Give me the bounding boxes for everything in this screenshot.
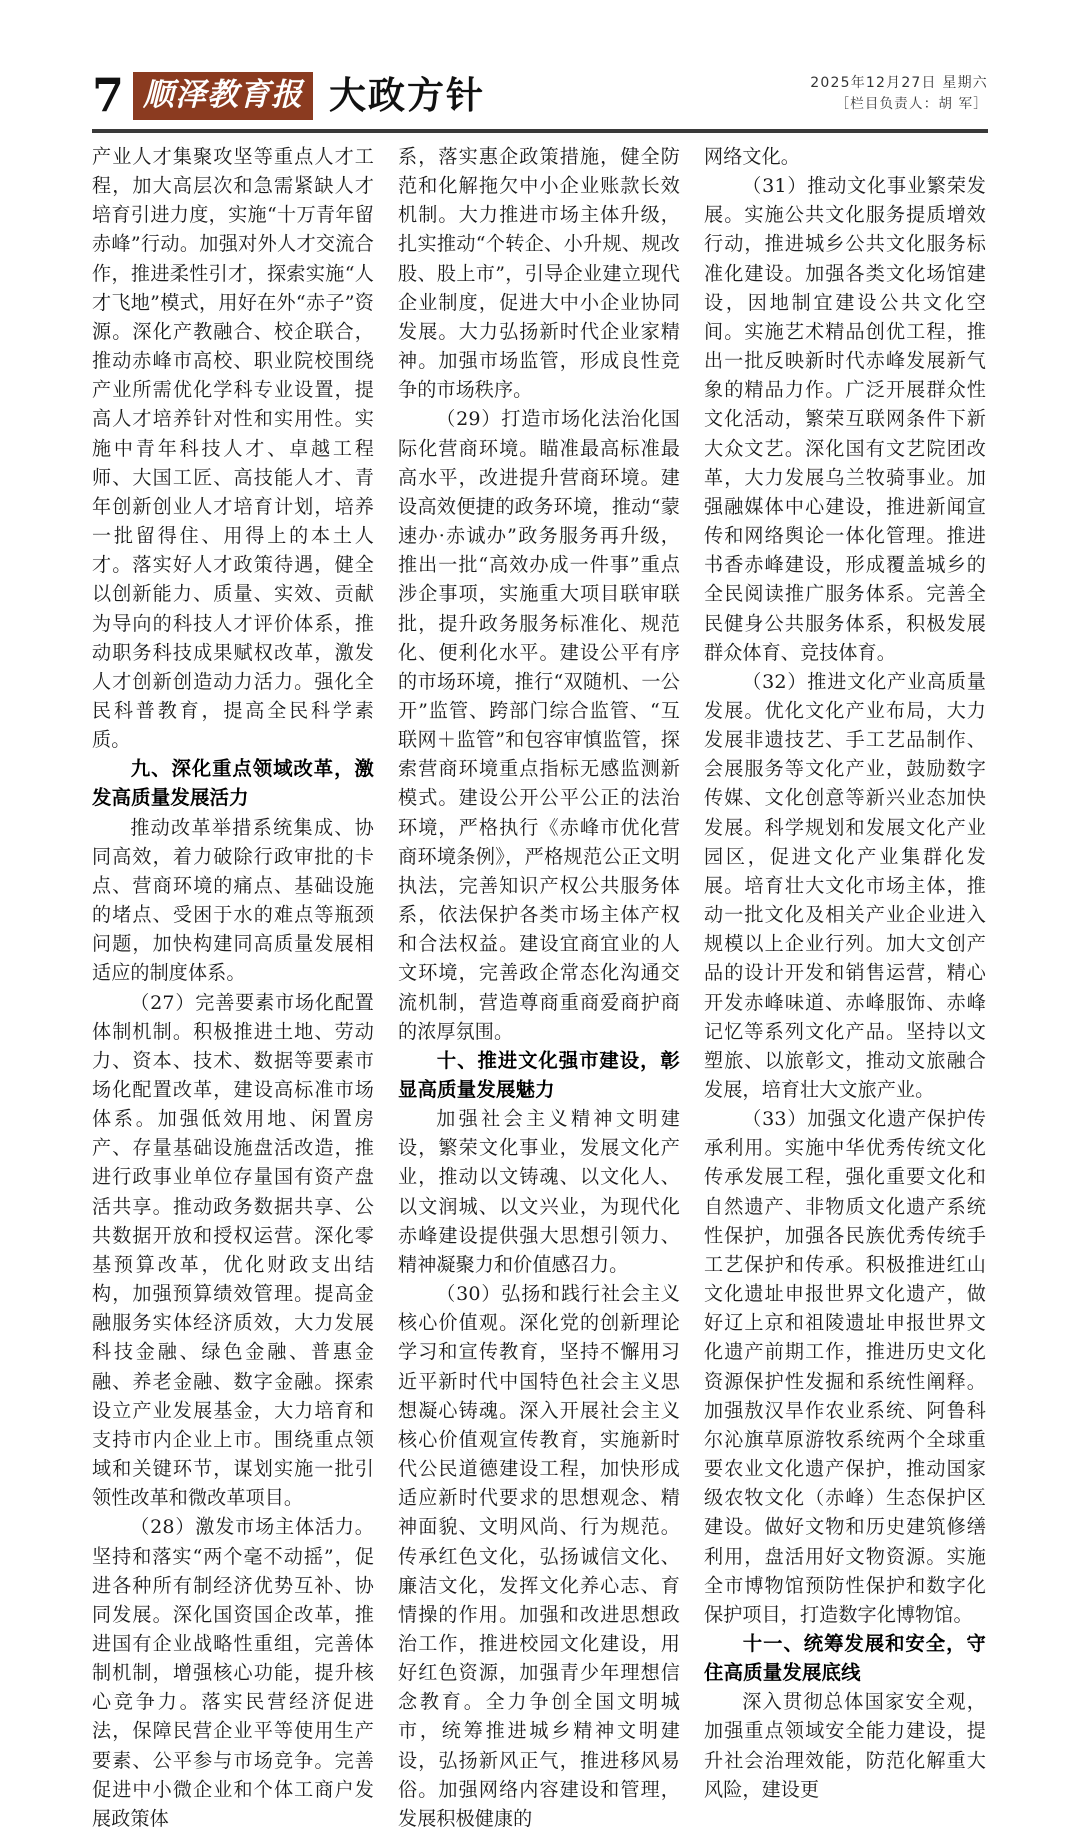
body-paragraph: 推动改革举措系统集成、协同高效，着力破除行政审批的卡点、营商环境的痛点、基础设施的堵点、受困于水的难点等瓶颈问题，加快构建同高质量发展相适应的制度体系。	[92, 815, 374, 985]
masthead	[92, 58, 988, 120]
body-paragraph: 网络文化。	[704, 145, 800, 168]
page-number: 7	[92, 68, 124, 122]
body-paragraph: （27）完善要素市场化配置体制机制。积极推进土地、劳动力、资本、技术、数据等要素市场化配置改革，建设高标准市场体系。加强低效用地、闲置房产、存量基础设施盘活改造，推进行政事业单位存量国有资产盘活共享。推动政务数据共享、公共数据开放和授权运营。深化零基预算改革，优化财政支出结构，加强预算绩效管理。提高金融服务实体经济质效，大力发展科技金融、绿色金融、普惠金融、养老金融、数字金融。探索设立产业发展基金，大力培育和支持市内企业上市。围绕重点领域和关键环节，谋划实施一批引领性改革和微改革项目。	[92, 990, 374, 1510]
section-heading: 九、深化重点领域改革，激发高质量发展活力	[92, 757, 374, 810]
body-paragraph: 加强社会主义精神文明建设，繁荣文化事业，发展文化产业，推动以文铸魂、以文化人、以文润城、以文兴业，为现代化赤峰建设提供强大思想引领力、精神凝聚力和价值感召力。	[398, 1107, 680, 1276]
body-paragraph: 深入贯彻总体国家安全观，加强重点领域安全能力建设，提升社会治理效能，防范化解重大风险，建设更	[704, 1690, 986, 1801]
paper-name-plate: 顺泽教育报	[133, 72, 313, 120]
body-paragraph: 产业人才集聚攻坚等重点人才工程，加大高层次和急需紧缺人才培育引进力度，实施“十万青年留赤峰”行动。加强对外人才交流合作，推进柔性引才，探索实施“人才飞地”模式，用好在外“赤子”资源。深化产教融合、校企联合，推动赤峰市高校、职业院校围绕产业所需优化学科专业设置，提高人才培养针对性和实用性。实施中青年科技人才、卓越工程师、大国工匠、高技能人才、青年创新创业人才培育计划，培养一批留得住、用得上的本土人才。落实好人才政策待遇，健全以创新能力、质量、实效、贡献为导向的科技人才评价体系，推动职务科技成果赋权改革，激发人才创新创造动力活力。强化全民科普教育，提高全民科学素质。	[92, 145, 374, 752]
section-title: 大政方针	[329, 73, 486, 117]
masthead-right	[810, 73, 988, 120]
header-divider	[92, 129, 988, 133]
body-paragraph: （32）推进文化产业高质量发展。优化文化产业布局，大力发展非遗技艺、手工艺品制作、会展服务等文化产业，鼓励数字传媒、文化创意等新兴业态加快发展。科学规划和发展文化产业园区，促进文化产业集群化发展。培育壮大文化市场主体，推动一批文化及相关产业企业进入规模以上企业行列。加大文创产品的设计开发和销售运营，精心开发赤峰味道、赤峰服饰、赤峰记忆等系列文化产品。坚持以文塑旅、以旅彰文，推动文旅融合发展，培育壮大文旅产业。	[704, 669, 986, 1101]
masthead-left	[92, 68, 486, 122]
body-paragraph: （33）加强文化遗产保护传承利用。实施中华优秀传统文化传承发展工程，强化重要文化和自然遗产、非物质文化遗产系统性保护，加强各民族优秀传统手工艺保护和传承。积极推进红山文化遗址申报世界文化遗产，做好辽上京和祖陵遗址申报世界文化遗产前期工作，推进历史文化资源保护性发掘和系统性阐释。加强敖汉旱作农业系统、阿鲁科尔沁旗草原游牧系统两个全球重要农业文化遗产保护，推动国家级农牧文化（赤峰）生态保护区建设。做好文物和历史建筑修缮利用，盘活用好文物资源。实施全市博物馆预防性保护和数字化保护项目，打造数字化博物馆。	[704, 1107, 986, 1626]
body-paragraph: （28）激发市场主体活力。坚持和落实“两个毫不动摇”，促进各种所有制经济优势互补、协同发展。深化国资国企改革，推进国有企业战略性重组，完善体制机制，增强核心功能，提升核心竞争力。落实民营经济促进法，保障民营企业平等使用生产要素、公平参与市场竞争。完善促进中小微企业和个体工商户发展政策体	[92, 1515, 374, 1830]
body-paragraph: （31）推动文化事业繁荣发展。实施公共文化服务提质增效行动，推进城乡公共文化服务标准化建设。加强各类文化场馆建设，因地制宜建设公共文化空间。实施艺术精品创优工程，推出一批反映新时代赤峰发展新气象的精品力作。广泛开展群众性文化活动，繁荣互联网条件下新大众文艺。深化国有文艺院团改革，大力发展乌兰牧骑事业。加强融媒体中心建设，推进新闻宣传和网络舆论一体化管理。推进书香赤峰建设，形成覆盖城乡的全民阅读推广服务体系。完善全民健身公共服务体系，积极发展群众体育、竞技体育。	[704, 174, 986, 664]
body-paragraph: 系，落实惠企政策措施，健全防范和化解拖欠中小企业账款长效机制。大力推进市场主体升级，扎实推动“个转企、小升规、规改股、股上市”，引导企业建立现代企业制度，促进大中小企业协同发展。大力弘扬新时代企业家精神。加强市场监管，形成良性竞争的市场秩序。	[398, 145, 680, 402]
column-3	[704, 142, 986, 1801]
body-paragraph: （29）打造市场化法治化国际化营商环境。瞄准最高标准最高水平，改进提升营商环境。建设高效便捷的政务环境，推动“蒙速办·赤诚办”政务服务再升级，推出一批“高效办成一件事”重点涉企事项，实施重大项目联审联批，提升政务服务标准化、规范化、便利化水平。建设公平有序的市场环境，推行“双随机、一公开”监管、跨部门综合监管、“互联网＋监管”和包容审慎监管，探索营商环境重点指标无感监测新模式。建设公开公平公正的法治环境，严格执行《赤峰市优化营商环境条例》，严格规范公正文明执法，完善知识产权公共服务体系，依法保护各类市场主体产权和合法权益。建设宜商宜业的人文环境，完善政企常态化沟通交流机制，营造尊商重商爱商护商的浓厚氛围。	[398, 407, 680, 1043]
body-paragraph: （30）弘扬和践行社会主义核心价值观。深化党的创新理论学习和宣传教育，坚持不懈用习近平新时代中国特色社会主义思想凝心铸魂。深入开展社会主义核心价值观宣传教育，实施新时代公民道德建设工程，加快形成适应新时代要求的思想观念、精神面貌、文明风尚、行为规范。传承红色文化，弘扬诚信文化、廉洁文化，发挥文化养心志、育情操的作用。加强和改进思想政治工作，推进校园文化建设，用好红色资源，加强青少年理想信念教育。全力争创全国文明城市，统筹推进城乡精神文明建设，弘扬新风正气，推进移风易俗。加强网络内容建设和管理，发展积极健康的	[398, 1282, 680, 1830]
column-2	[398, 142, 680, 1830]
column-1	[92, 142, 374, 1830]
section-heading: 十、推进文化强市建设，彰显高质量发展魅力	[398, 1048, 680, 1101]
article-columns	[92, 142, 988, 1830]
section-heading: 十一、统筹发展和安全，守住高质量发展底线	[704, 1631, 986, 1685]
column-editor: ［栏目负责人：胡 军］	[835, 96, 988, 113]
publication-date: 2025年12月27日 星期六	[810, 75, 988, 92]
